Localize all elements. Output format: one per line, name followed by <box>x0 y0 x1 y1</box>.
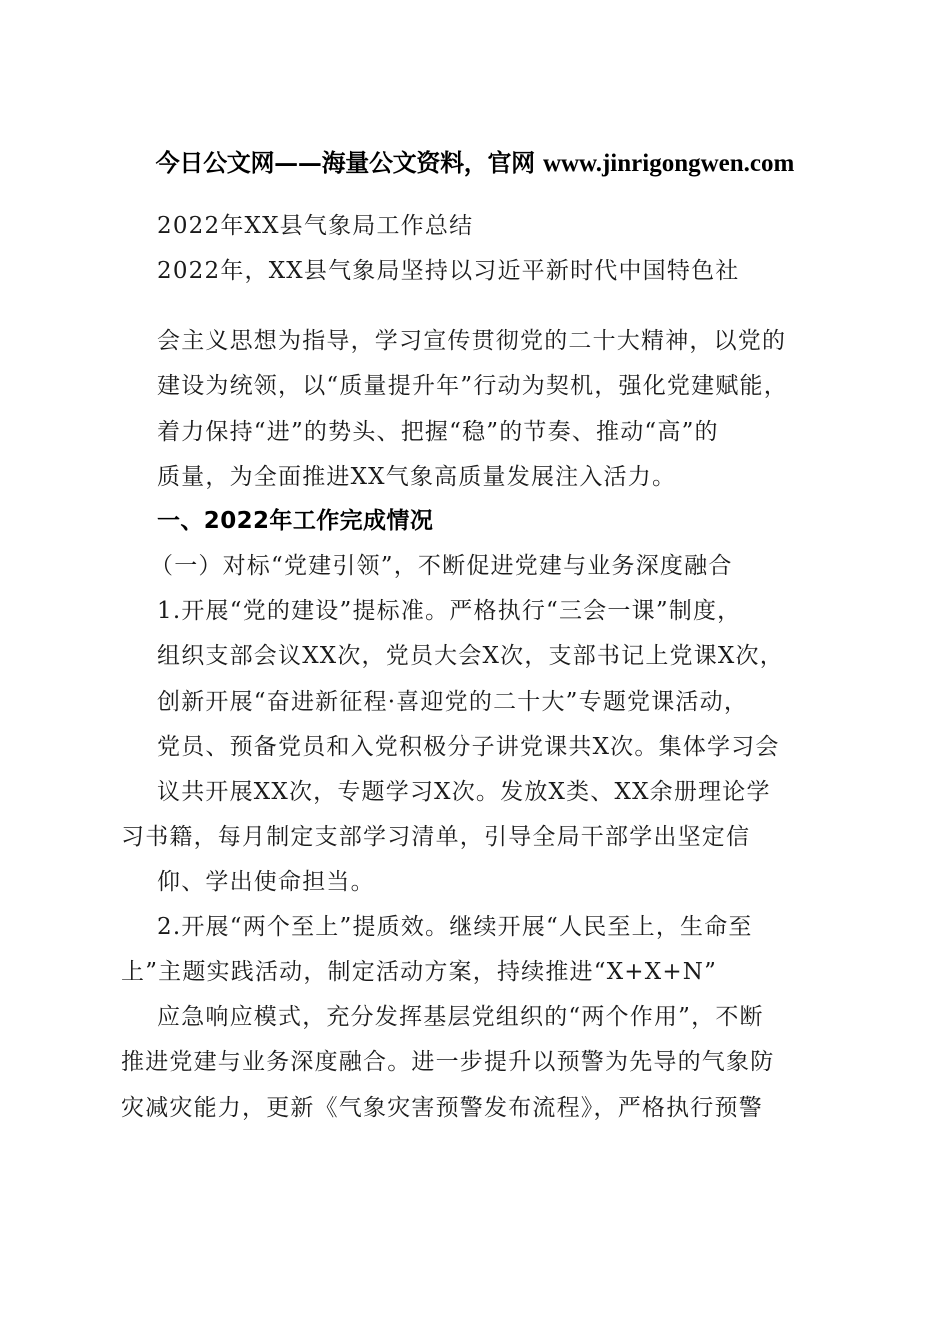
subsection-heading: （一）对标“党建引领”，不断促进党建与业务深度融合 <box>150 553 733 579</box>
banner-text: 今日公文网——海量公文资料，官网 <box>155 148 543 177</box>
intro-line: 着力保持“进”的势头、把握“稳”的节奏、推动“高”的 <box>157 419 719 445</box>
banner-url[interactable]: www.jinrigongwen.com <box>542 150 795 177</box>
item-2-line: 推进党建与业务深度融合。进一步提升以预警为先导的气象防 <box>121 1049 775 1075</box>
item-2-line: 2.开展“两个至上”提质效。继续开展“人民至上，生命至 <box>157 914 753 940</box>
intro-line: 会主义思想为指导，学习宣传贯彻党的二十大精神，以党的 <box>157 328 787 354</box>
section-heading: 一、2022年工作完成情况 <box>157 508 434 534</box>
item-1-line: 创新开展“奋进新征程·喜迎党的二十大”专题党课活动， <box>157 689 749 715</box>
item-1-line: 议共开展XX次，专题学习X次。发放X类、XX余册理论学 <box>157 779 771 805</box>
item-1-line: 习书籍，每月制定支部学习清单，引导全局干部学出坚定信 <box>121 824 751 850</box>
item-1-line: 仰、学出使命担当。 <box>157 869 375 895</box>
item-1-line: 组织支部会议XX次，党员大会X次，支部书记上党课X次， <box>157 643 784 669</box>
item-1-line: 党员、预备党员和入党积极分子讲党课共X次。集体学习会 <box>157 734 780 760</box>
document-title: 2022年XX县气象局工作总结 <box>157 213 474 239</box>
site-banner <box>0 146 950 181</box>
item-2-line: 灾减灾能力，更新《气象灾害预警发布流程》，严格执行预警 <box>121 1095 763 1121</box>
item-2-line: 上”主题实践活动，制定活动方案，持续推进“X+X+N” <box>121 959 718 985</box>
item-1-line: 1.开展“党的建设”提标准。严格执行“三会一课”制度， <box>157 598 742 624</box>
intro-line: 2022年，XX县气象局坚持以习近平新时代中国特色社 <box>157 258 740 284</box>
intro-line: 质量，为全面推进XX气象高质量发展注入活力。 <box>157 464 677 490</box>
intro-line: 建设为统领，以“质量提升年”行动为契机，强化党建赋能， <box>157 373 788 399</box>
item-2-line: 应急响应模式，充分发挥基层党组织的“两个作用”，不断 <box>157 1004 764 1030</box>
